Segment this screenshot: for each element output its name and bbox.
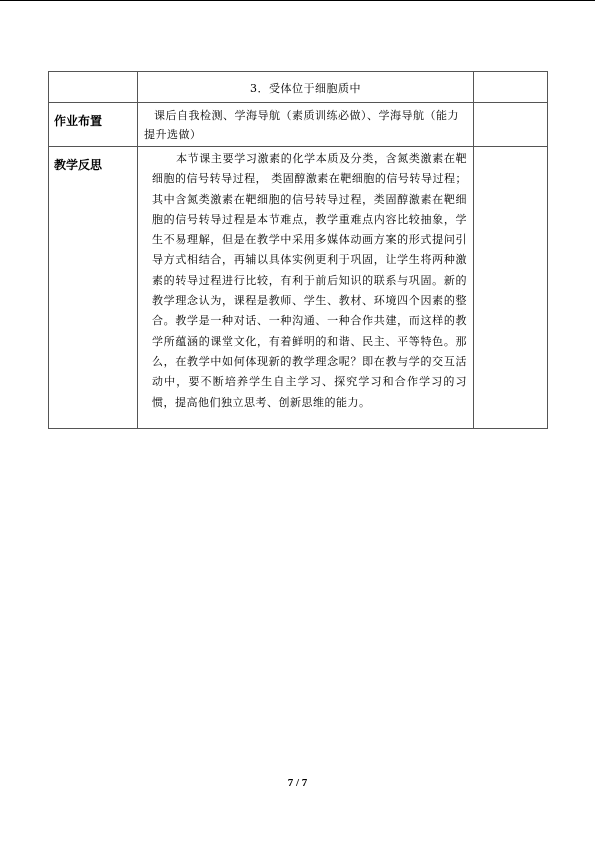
receptor-item-text: 3．受体位于细胞质中 [250, 82, 361, 95]
lesson-plan-table [48, 71, 548, 429]
table-cell-empty [474, 147, 548, 429]
page-number: 7 / 7 [287, 777, 308, 789]
reflection-text: 本节课主要学习激素的化学本质及分类，含氮类激素在靶细胞的信号转导过程， 类固醇激素在靶细胞的信号转导过程；其中含氮类激素在靶细胞的信号转导过程，类固醇激素在靶细胞的信号转导过程是本节难点，教学重难点内容比较抽象，学生不易理解，但是在教学中采用多媒体动画方案的形式提问引导方式相结合，再辅以具体实例更利于巩固，让学生将两种激素的转导过程进行比较，有利于前后知识的联系与巩固。新的教学理念认为，课程是教师、学生、教材、环境四个因素的整合。教学是一种对话、一种沟通、一种合作共建，而这样的教学所蕴涵的课堂文化，有着鲜明的和谐、民主、平等特色。那么，在教学中如何体现新的教学理念呢？即在教与学的交互活动中，要不断培养学生自主学习、探究学习和合作学习的习惯，提高他们独立思考、创新思维的能力。 [152, 152, 467, 409]
table-row [49, 103, 548, 147]
reflection-content-cell [138, 147, 474, 429]
table-row [49, 147, 548, 429]
reflection-label-cell [49, 147, 138, 429]
homework-text: 课后自我检测、学海导航（素质训练必做）、学海导航（能力提升选做） [144, 109, 459, 141]
reflection-label: 教学反思 [54, 158, 103, 172]
table-cell-empty [474, 103, 548, 147]
homework-label-cell [49, 103, 138, 147]
table-cell-empty [474, 72, 548, 103]
homework-label: 作业布置 [54, 114, 103, 128]
homework-content-cell [138, 103, 474, 147]
table-row [49, 72, 548, 103]
receptor-item-cell [138, 72, 474, 103]
table-cell-empty [49, 72, 138, 103]
page-top-rule [0, 0, 595, 1]
